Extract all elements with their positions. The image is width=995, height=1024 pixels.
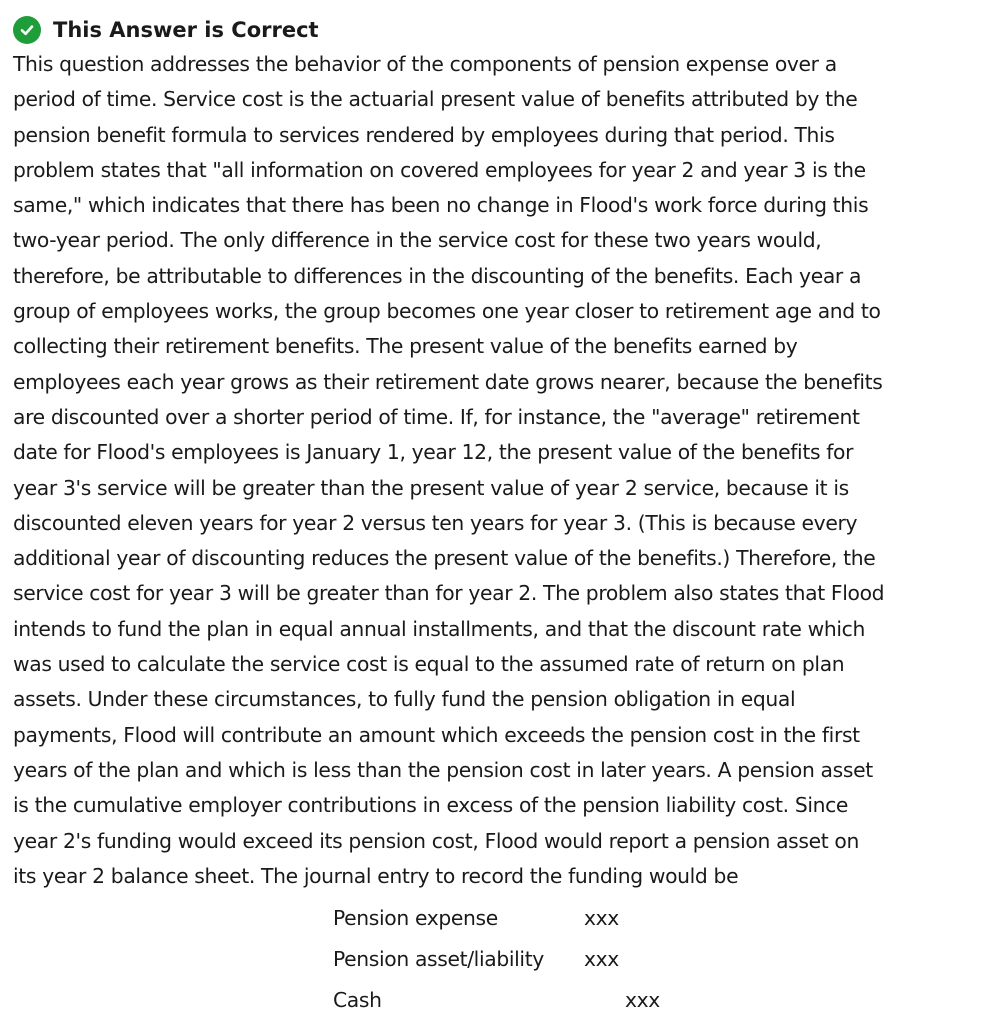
explanation-line: date for Flood's employees is January 1, year 12, the present value of the benefits for	[13, 440, 854, 465]
explanation-line: collecting their retirement benefits. The present value of the benefits earned by	[13, 334, 798, 359]
explanation-line: year 2's funding would exceed its pension cost, Flood would report a pension asset on	[13, 828, 859, 853]
journal-account: Cash	[333, 988, 382, 1012]
explanation-line: discounted eleven years for year 2 versus ten years for year 3. (This is because every	[13, 510, 858, 535]
explanation-line: year 3's service will be greater than the present value of year 2 service, because it is	[13, 475, 849, 500]
explanation-line: payments, Flood will contribute an amount which exceeds the pension cost in the first	[13, 722, 860, 747]
answer-status-header	[13, 14, 319, 46]
explanation-line: are discounted over a shorter period of time. If, for instance, the "average" retirement	[13, 404, 860, 429]
explanation-line: pension benefit formula to services rendered by employees during that period. This	[13, 122, 835, 147]
explanation-line: two-year period. The only difference in the service cost for these two years would,	[13, 228, 822, 253]
explanation-line: assets. Under these circumstances, to fully fund the pension obligation in equal	[13, 687, 796, 712]
explanation-line: was used to calculate the service cost is equal to the assumed rate of return on plan	[13, 652, 845, 677]
explanation-line: service cost for year 3 will be greater than for year 2. The problem also states that Flood	[13, 581, 885, 606]
journal-account: Pension expense	[333, 906, 498, 930]
journal-debit: xxx	[584, 947, 619, 971]
explanation-line: group of employees works, the group becomes one year closer to retirement age and to	[13, 299, 881, 324]
explanation-line: its year 2 balance sheet. The journal entry to record the funding would be	[13, 863, 739, 888]
explanation-line: period of time. Service cost is the actuarial present value of benefits attributed by the	[13, 87, 858, 112]
explanation-line: is the cumulative employer contributions in excess of the pension liability cost. Since	[13, 793, 849, 818]
journal-debit: xxx	[584, 906, 619, 930]
explanation-line: employees each year grows as their retirement date grows nearer, because the benefits	[13, 369, 883, 394]
journal-credit: xxx	[625, 988, 660, 1012]
check-circle-icon	[13, 16, 41, 44]
explanation-text	[13, 47, 988, 894]
explanation-line: therefore, be attributable to differences in the discounting of the benefits. Each year a	[13, 263, 862, 288]
journal-account: Pension asset/liability	[333, 947, 544, 971]
explanation-line: same," which indicates that there has been no change in Flood's work force during this	[13, 193, 869, 218]
explanation-line: problem states that "all information on covered employees for year 2 and year 3 is the	[13, 157, 866, 182]
explanation-line: This question addresses the behavior of the components of pension expense over a	[13, 52, 837, 76]
explanation-line: years of the plan and which is less than the pension cost in later years. A pension asset	[13, 757, 873, 782]
explanation-line: intends to fund the plan in equal annual installments, and that the discount rate which	[13, 616, 865, 641]
explanation-line: additional year of discounting reduces the present value of the benefits.) Therefore, the	[13, 546, 876, 571]
answer-status-title: This Answer is Correct	[53, 18, 319, 42]
